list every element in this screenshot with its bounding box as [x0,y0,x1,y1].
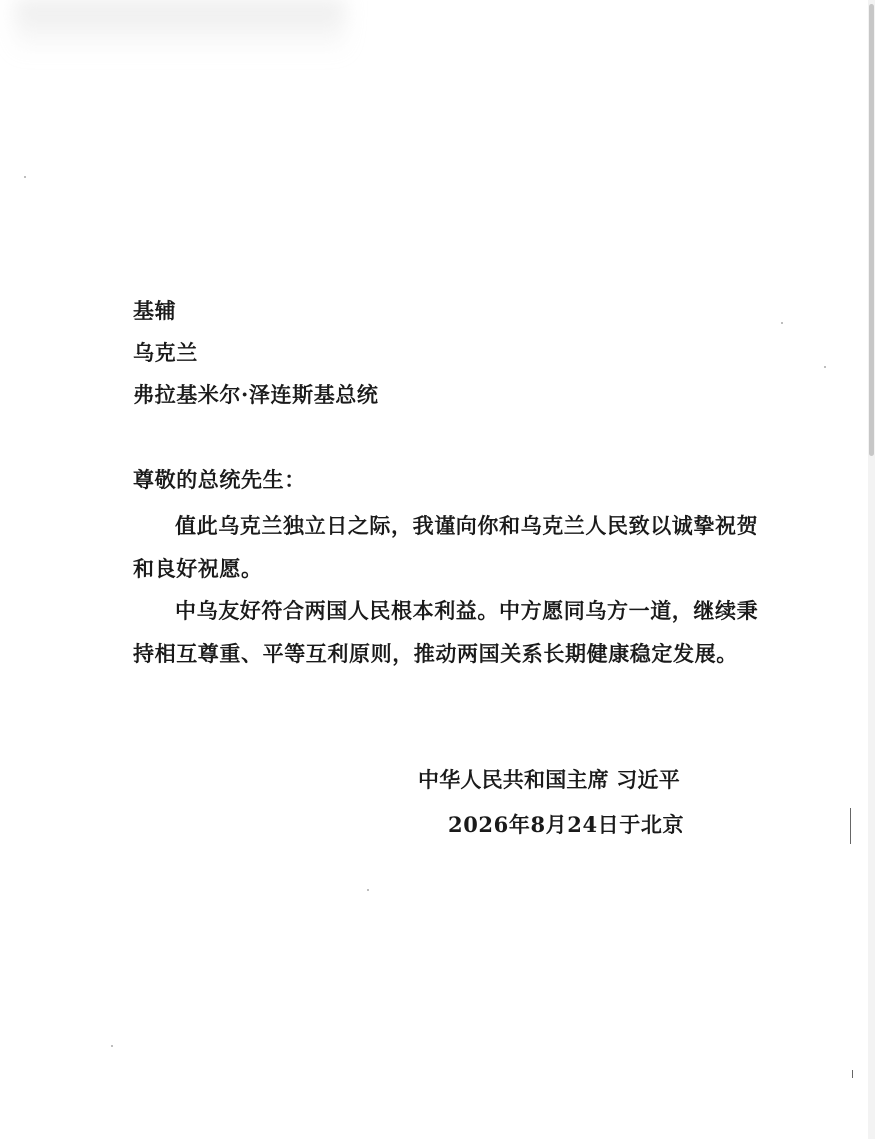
scrollbar-thumb[interactable] [869,4,874,456]
scan-speck [824,366,826,368]
body-paragraph: 值此乌克兰独立日之际，我谨向你和乌克兰人民致以诚挚祝贺和良好祝愿。 [133,513,759,581]
scan-edge-mark [850,808,851,844]
scan-speck [24,176,26,178]
salutation: 尊敬的总统先生： [133,467,306,492]
scan-edge-mark [852,1070,853,1078]
scan-speck [111,1045,113,1047]
signature-line: 中华人民共和国主席 习近平 [418,767,680,792]
scan-speck [781,322,783,324]
scan-speck [367,889,369,891]
address-line-recipient: 弗拉基米尔·泽连斯基总统 [133,382,379,407]
scan-shadow [15,0,345,55]
address-line-country: 乌克兰 [133,340,198,365]
body-paragraph: 中乌友好符合两国人民根本利益。中方愿同乌方一道，继续秉持相互尊重、平等互利原则，推动两国关系长期健康稳定发展。 [133,598,759,666]
date-place-line: 2026年8月24日于北京 [448,812,685,837]
address-line-city: 基辅 [133,298,177,323]
